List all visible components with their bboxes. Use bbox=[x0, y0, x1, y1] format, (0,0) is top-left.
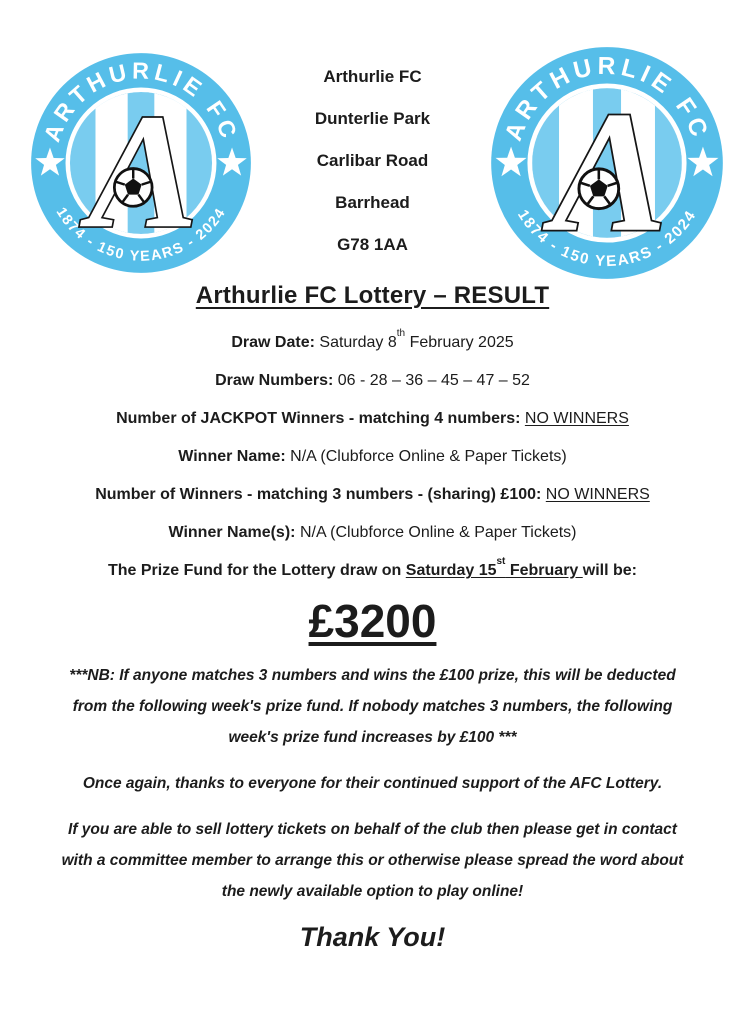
address-line-postcode: G78 1AA bbox=[337, 235, 408, 254]
address-line-street: Carlibar Road bbox=[316, 151, 429, 170]
result-label: Winner Name(s): bbox=[168, 524, 296, 541]
result-label: Winner Name: bbox=[178, 448, 286, 465]
address-line-town: Barrhead bbox=[335, 193, 410, 212]
result-label: Draw Date: bbox=[231, 334, 315, 351]
header bbox=[0, 0, 745, 272]
page-title: Arthurlie FC Lottery – RESULT bbox=[195, 282, 550, 309]
result-label: Draw Numbers: bbox=[215, 372, 334, 389]
result-value: Saturday 8th February 2025 bbox=[319, 327, 514, 351]
result-row-winner-name bbox=[0, 448, 745, 466]
result-value: NO WINNERS bbox=[524, 410, 629, 427]
results-section bbox=[0, 327, 745, 542]
result-label: Number of Winners - matching 3 numbers - (sharing) £100: bbox=[95, 486, 542, 503]
prize-date: Saturday 15st February bbox=[405, 555, 583, 579]
note-sell-tickets: If you are able to sell lottery tickets on behalf of the club then please get in contact with a committee member to arrange this or otherwise please spread the word about the newly available option to play online! bbox=[61, 821, 684, 900]
result-label: Number of JACKPOT Winners - matching 4 numbers: bbox=[116, 410, 521, 427]
closing-text: Thank You! bbox=[299, 922, 446, 952]
club-badge-left bbox=[30, 52, 252, 274]
result-row-draw-date bbox=[0, 327, 745, 352]
result-value: 06 - 28 – 36 – 45 – 47 – 52 bbox=[337, 372, 530, 389]
note-nb: ***NB: If anyone matches 3 numbers and wins the £100 prize, this will be deducted from the following week's prize fund. If nobody matches 3 numbers, the following week's prize fund increases by £100 *** bbox=[69, 667, 676, 746]
address-line-ground: Dunterlie Park bbox=[314, 109, 431, 128]
result-row-draw-numbers bbox=[0, 372, 745, 390]
note-thanks: Once again, thanks to everyone for their continued support of the AFC Lottery. bbox=[82, 775, 663, 792]
club-badge-right bbox=[490, 46, 724, 280]
result-value: N/A (Clubforce Online & Paper Tickets) bbox=[299, 524, 577, 541]
address-line-club: Arthurlie FC bbox=[323, 67, 422, 86]
result-value: N/A (Clubforce Online & Paper Tickets) bbox=[290, 448, 567, 465]
prize-amount: £3200 bbox=[308, 595, 437, 647]
result-row-match3-winners bbox=[0, 486, 745, 504]
result-row-jackpot-winners bbox=[0, 410, 745, 428]
result-value: NO WINNERS bbox=[545, 486, 650, 503]
prize-fund-line: The Prize Fund for the Lottery draw on Saturday 15st February will be: bbox=[107, 555, 637, 579]
result-row-winner-names bbox=[0, 524, 745, 542]
